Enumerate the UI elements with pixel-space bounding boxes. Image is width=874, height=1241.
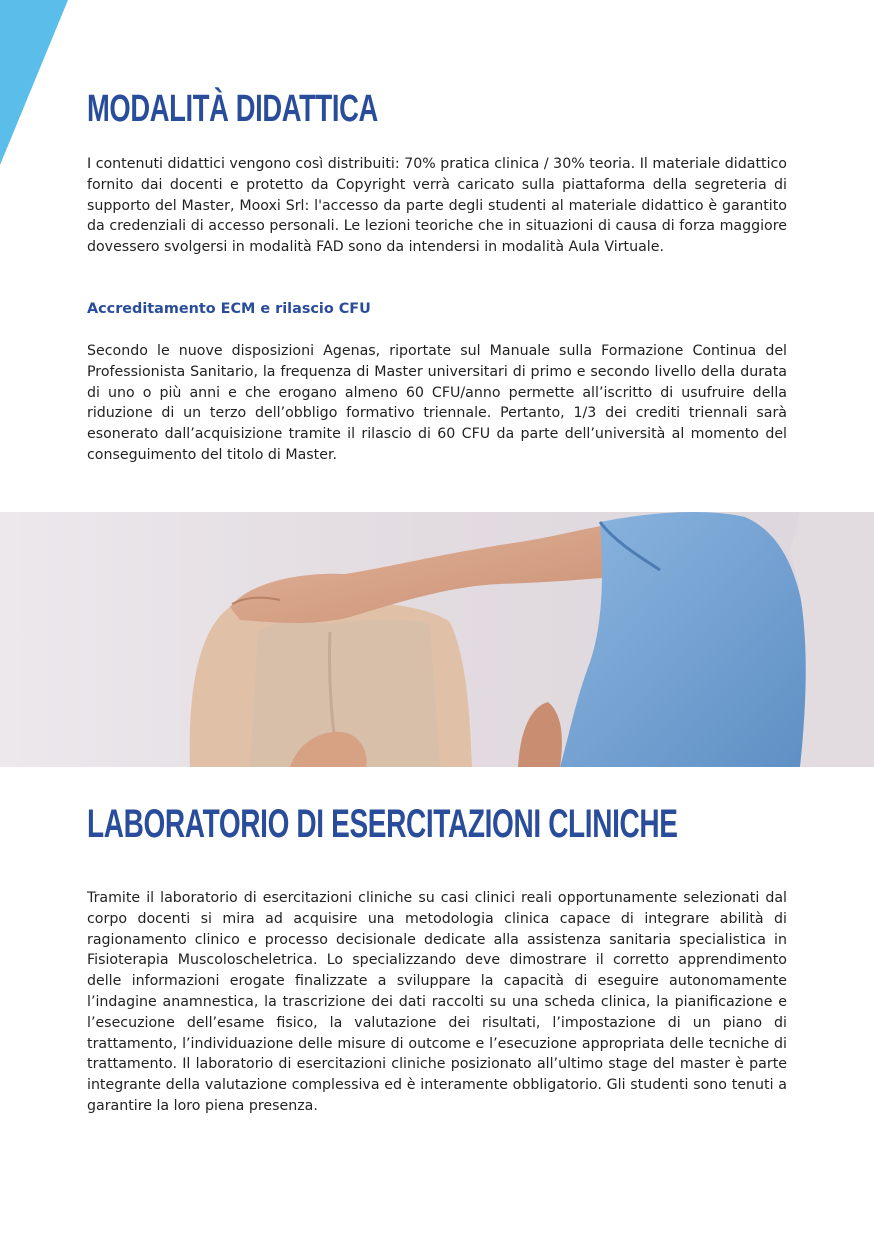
corner-decoration	[0, 0, 70, 165]
physiotherapy-photo	[0, 512, 874, 767]
section-title-laboratorio: LABORATORIO DI ESERCITAZIONI CLINICHE	[87, 802, 678, 846]
section-title-modalita-didattica: MODALITÀ DIDATTICA	[87, 88, 378, 130]
subheading-accreditamento-ecm: Accreditamento ECM e rilascio CFU	[87, 301, 371, 317]
paragraph-accreditamento-ecm: Secondo le nuove disposizioni Agenas, riportate sul Manuale sulla Formazione Continua del Professionista Sanitario, la frequenza di Master universitari di primo e secondo livello della durata di uno o più anni e che erogano almeno 60 CFU/anno permette all’iscritto di usufruire della riduzione di un terzo dell’obbligo formativo triennale. Pertanto, 1/3 dei crediti triennali sarà esonerato dall’acquisizione tramite il rilascio di 60 CFU da parte dell’università al momento del conseguimento del titolo di Master.	[87, 343, 787, 463]
paragraph-modalita-didattica: I contenuti didattici vengono così distribuiti: 70% pratica clinica / 30% teoria. Il materiale didattico fornito dai docenti e protetto da Copyright verrà caricato sulla piattaforma della segreteria di supporto del Master, Mooxi Srl: l'accesso da parte degli studenti al materiale didattico è garantito da credenziali di accesso personali. Le lezioni teoriche che in situazioni di causa di forza maggiore dovessero svolgersi in modalità FAD sono da intendersi in modalità Aula Virtuale.	[87, 156, 787, 256]
paragraph-laboratorio: Tramite il laboratorio di esercitazioni cliniche su casi clinici reali opportunamente selezionati dal corpo docenti si mira ad acquisire una metodologia clinica capace di integrare abilità di ragionamento clinico e processo decisionale dedicate alla assistenza sanitaria specialistica in Fisioterapia Muscoloscheletrica. Lo specializzando deve dimostrare il corretto apprendimento delle informazioni erogate finalizzate a sviluppare la capacità di eseguire autonomamente l’indagine anamnestica, la trascrizione dei dati raccolti su una scheda clinica, la pianificazione e l’esecuzione dell’esame fisico, la valutazione dei risultati, l’impostazione di un piano di trattamento, l’individuazione delle misure di outcome e l’esecuzione appropriata delle tecniche di trattamento. Il laboratorio di esercitazioni cliniche posizionato all’ultimo stage del master è parte integrante della valutazione complessiva ed è interamente obbligatorio. Gli studenti sono tenuti a garantire la loro piena presenza.	[87, 890, 787, 1114]
